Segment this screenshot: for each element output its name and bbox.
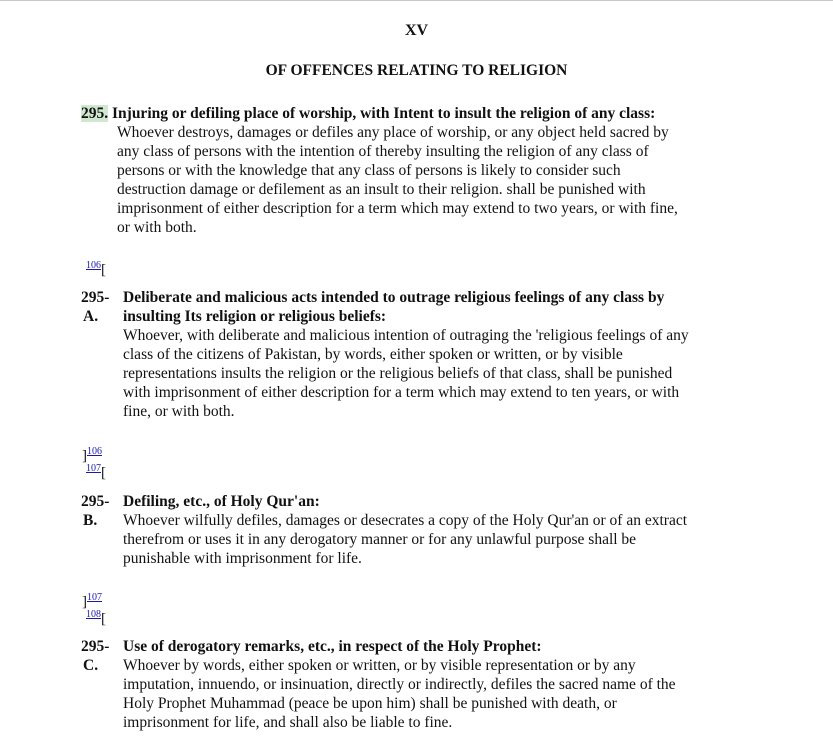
section-295-line: imprisonment of either description for a term which may extend to two years, or with fine, bbox=[117, 200, 678, 217]
section-295a-line: with imprisonment of either description for a term which may extend to ten years, or with bbox=[123, 384, 680, 401]
section-295a bbox=[81, 288, 821, 421]
section-295b-line: punishable with imprisonment for life. bbox=[123, 550, 362, 567]
footnote-marker-108-open[interactable] bbox=[86, 609, 106, 628]
open-bracket: [ bbox=[101, 611, 106, 627]
open-bracket: [ bbox=[101, 465, 106, 481]
section-295-line: persons or with the knowledge that any class of persons is likely to consider such bbox=[117, 162, 621, 179]
section-295-number: 295. bbox=[81, 105, 109, 122]
section-295c-number: 295- bbox=[81, 638, 110, 655]
section-295a-number: 295- bbox=[81, 289, 110, 306]
chapter-number: XV bbox=[404, 22, 429, 39]
footnote-link-106[interactable]: 106 bbox=[86, 260, 101, 271]
section-295a-line: fine, or with both. bbox=[123, 403, 235, 420]
footnote-link-106-close[interactable]: 106 bbox=[87, 446, 102, 457]
section-295a-line: Whoever, with deliberate and malicious intention of outraging the 'religious feelings of any bbox=[123, 327, 689, 344]
section-295c-line: Holy Prophet Muhammad (peace be upon him) shall be punished with death, or bbox=[123, 695, 617, 712]
section-295-line: any class of persons with the intention of thereby insulting the religion of any class of bbox=[117, 143, 649, 160]
section-295c-letter: C. bbox=[83, 657, 99, 674]
section-295c-heading: Use of derogatory remarks, etc., in respect of the Holy Prophet: bbox=[123, 638, 542, 655]
section-295b-number: 295- bbox=[81, 493, 110, 510]
chapter-title: OF OFFENCES RELATING TO RELIGION bbox=[265, 62, 568, 79]
section-295a-letter: A. bbox=[83, 308, 99, 325]
section-295-line: destruction damage or defilement as an insult to their religion. shall be punished with bbox=[117, 181, 646, 198]
section-295a-line: class of the citizens of Pakistan, by words, either spoken or written, or by visible bbox=[123, 346, 623, 363]
section-295-line: or with both. bbox=[117, 219, 197, 236]
footnote-marker-107-open[interactable] bbox=[86, 463, 106, 482]
section-295a-line: representations insults the religion or the religious beliefs of that class, shall be punished bbox=[123, 365, 673, 382]
section-295c-line: Whoever by words, either spoken or written, or by visible representation or by any bbox=[123, 657, 636, 674]
footnote-marker-106-open[interactable] bbox=[86, 260, 106, 279]
footnote-link-107-close[interactable]: 107 bbox=[87, 592, 102, 603]
footnote-link-107[interactable]: 107 bbox=[86, 463, 101, 474]
section-295c-line: imprisonment for life, and shall also be liable to fine. bbox=[123, 714, 453, 731]
open-bracket: [ bbox=[101, 262, 106, 278]
close-bracket: ] bbox=[82, 448, 87, 464]
section-295b-line: therefrom or uses it in any derogatory manner or for any unlawful purpose shall be bbox=[123, 531, 637, 548]
section-295c-line: imputation, innuendo, or insinuation, directly or indirectly, defiles the sacred name of the bbox=[123, 676, 676, 693]
close-bracket: ] bbox=[82, 594, 87, 610]
section-295-heading: Injuring or defiling place of worship, with Intent to insult the religion of any class: bbox=[112, 105, 656, 122]
section-295b-heading: Defiling, etc., of Holy Qur'an: bbox=[123, 493, 320, 510]
section-295a-heading: Deliberate and malicious acts intended to outrage religious feelings of any class by bbox=[123, 289, 665, 306]
section-295 bbox=[81, 104, 801, 237]
footnote-link-108[interactable]: 108 bbox=[86, 609, 101, 620]
section-295b bbox=[81, 492, 821, 568]
page-top-border bbox=[0, 0, 833, 1]
section-295c bbox=[81, 637, 821, 732]
section-295b-line: Whoever wilfully defiles, damages or desecrates a copy of the Holy Qur'an or of an extract bbox=[123, 512, 688, 529]
section-295-line: Whoever destroys, damages or defiles any place of worship, or any object held sacred by bbox=[117, 124, 669, 141]
section-295b-letter: B. bbox=[83, 512, 98, 529]
section-295a-heading-cont: insulting Its religion or religious beliefs: bbox=[123, 308, 387, 325]
